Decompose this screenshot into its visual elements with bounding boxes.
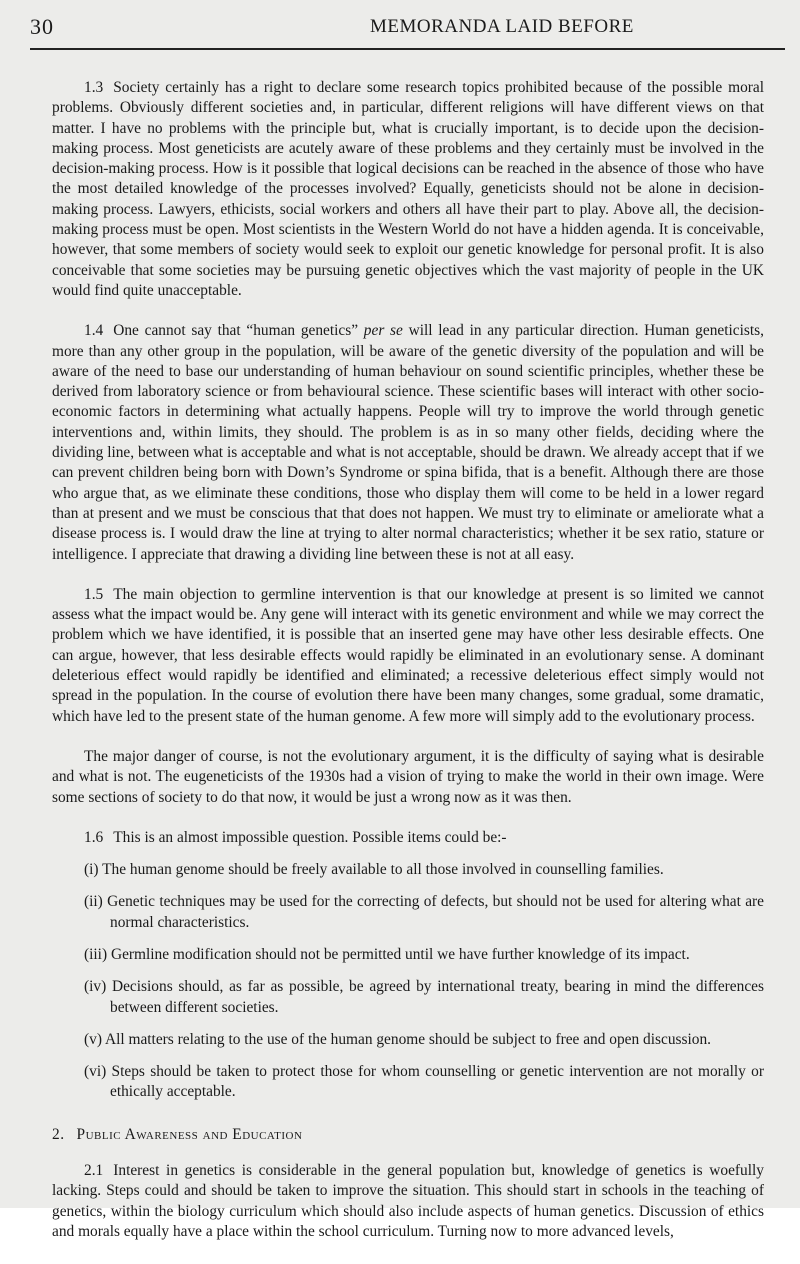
list-label: (ii) xyxy=(84,893,103,911)
paragraph-text: One cannot say that “human genetics” xyxy=(113,322,364,340)
paragraph-unnumbered xyxy=(52,747,764,808)
list-item xyxy=(84,860,764,880)
list-label: (iii) xyxy=(84,945,108,963)
list-label: (vi) xyxy=(84,1063,107,1081)
paragraph-1-4 xyxy=(52,321,764,565)
list-item xyxy=(84,977,764,1018)
italic-term: per se xyxy=(363,322,403,340)
header-rule xyxy=(30,48,785,50)
list-text: All matters relating to the use of the human genome should be subject to free and open discussion. xyxy=(104,1030,712,1048)
list-item xyxy=(84,892,764,933)
paragraph-number: 1.6 xyxy=(84,828,104,846)
paragraph-1-5 xyxy=(52,585,764,727)
paragraph-number: 1.3 xyxy=(84,79,104,96)
paragraph-text-continued: will lead in any particular direction. Human geneticists, more than any other group in the population, will be aware of the genetic diversity of the population and will be aware of the need to base our understanding of human behaviour on sound scientific principles, whether these be derived from laboratory science or from behavioural science. These scientific bases will interact with other socio-economic factors in determining what actually happens. People will try to improve the world through genetic interventions and, within limits, they should. The problem is as in so many other fields, deciding where the dividing line, between what is acceptable and what is not acceptable, should be drawn. We already accept that if we can prevent children being born with Down’s Syndrome or spina bifida, that is a benefit. Although there are those who argue that, as we eliminate these conditions, those who display them will come to be held in a lower regard than at present and we must be conscious that that does not happen. We must try to eliminate or ameliorate what a disease process is. I would draw the line at trying to alter normal characteristics; whether it be sex ratio, stature or intelligence. I appreciate that drawing a dividing line between these is not at all easy. xyxy=(52,322,765,563)
section-title: Public Awareness and Education xyxy=(76,1125,303,1143)
section-number: 2. xyxy=(52,1125,65,1143)
list-text: Genetic techniques may be used for the correcting of defects, but should not be used for altering what are normal characteristics. xyxy=(107,893,764,931)
paragraph-text: The main objection to germline intervention is that our knowledge at present is so limited we cannot assess what the impact would be. Any gene will interact with its genetic environment and while we may correct the problem which we have identified, it is possible that an inserted gene may have other less desirable effects. One can argue, however, that less desirable effects would rapidly be eliminated in an evolutionary sense. A dominant deleterious effect would rapidly be identified and eliminated; a recessive deleterious effect simply would not spread in the population. In the course of evolution there have been many changes, some gradual, some dramatic, which have led to the present state of the human genome. A few more will simply add to the evolutionary process. xyxy=(52,585,764,725)
recommendations-list xyxy=(52,860,764,1103)
paragraph-text: This is an almost impossible question. Possible items could be:- xyxy=(113,828,507,846)
section-heading xyxy=(52,1125,764,1145)
document-body xyxy=(52,78,764,1264)
list-text: The human genome should be freely available to all those involved in counselling families. xyxy=(102,861,664,879)
list-label: (iv) xyxy=(84,978,107,996)
paragraph-text: The major danger of course, is not the evolutionary argument, it is the difficulty of saying what is desirable and what is not. The eugeneticists of the 1930s had a vision of trying to make the world in their own image. Were some sections of society to do that now, it would be just a wrong now as it was then. xyxy=(52,747,764,806)
list-item xyxy=(84,1062,764,1103)
list-item xyxy=(84,945,764,965)
page-number: 30 xyxy=(30,14,54,39)
paragraph-number: 1.5 xyxy=(84,585,104,603)
list-item xyxy=(84,1030,764,1050)
paragraph-number: 1.4 xyxy=(84,322,104,340)
paragraph-number: 2.1 xyxy=(84,1162,104,1180)
running-head: MEMORANDA LAID BEFORE xyxy=(370,16,634,37)
paragraph-text: Society certainly has a right to declare some research topics prohibited because of the possible moral problems. Obviously different societies and, in particular, different religions will have different views on that matter. I have no problems with the principle but, what is crucially important, is to decide upon the decision-making process. Most geneticists are acutely aware of these problems and they certainly must be involved in the decision-making process. How is it possible that logical decisions can be reached in the absence of those who have the most detailed knowledge of the processes involved? Equally, geneticists should not be alone in decision-making process. Lawyers, ethicists, social workers and others all have their part to play. Above all, the decision-making process must be open. Most scientists in the Western World do not have a hidden agenda. It is conceivable, however, that some members of society would seek to exploit our genetic knowledge for personal profit. It is also conceivable that some societies may be pursuing genetic objectives which the vast majority of people in the UK would find quite unacceptable. xyxy=(52,79,764,299)
list-text: Steps should be taken to protect those for whom counselling or genetic intervention are not morally or ethically acceptable. xyxy=(110,1063,764,1101)
list-label: (i) xyxy=(84,861,99,879)
paragraph-1-3 xyxy=(52,78,764,301)
paragraph-2-1 xyxy=(52,1161,764,1242)
list-text: Decisions should, as far as possible, be agreed by international treaty, bearing in mind the differences between different societies. xyxy=(110,978,764,1016)
list-label: (v) xyxy=(84,1030,102,1048)
paragraph-text: Interest in genetics is considerable in the general population but, knowledge of genetics is woefully lacking. Steps could and should be taken to improve the situation. This should start in schools in the teaching of genetics, within the biology curriculum which should also include aspects of human genetics. Discussion of ethics and morals equally have a place within the school curriculum. Turning now to more advanced levels, xyxy=(52,1162,764,1240)
paragraph-1-6 xyxy=(52,828,764,848)
list-text: Germline modification should not be permitted until we have further knowledge of its impact. xyxy=(110,945,690,963)
